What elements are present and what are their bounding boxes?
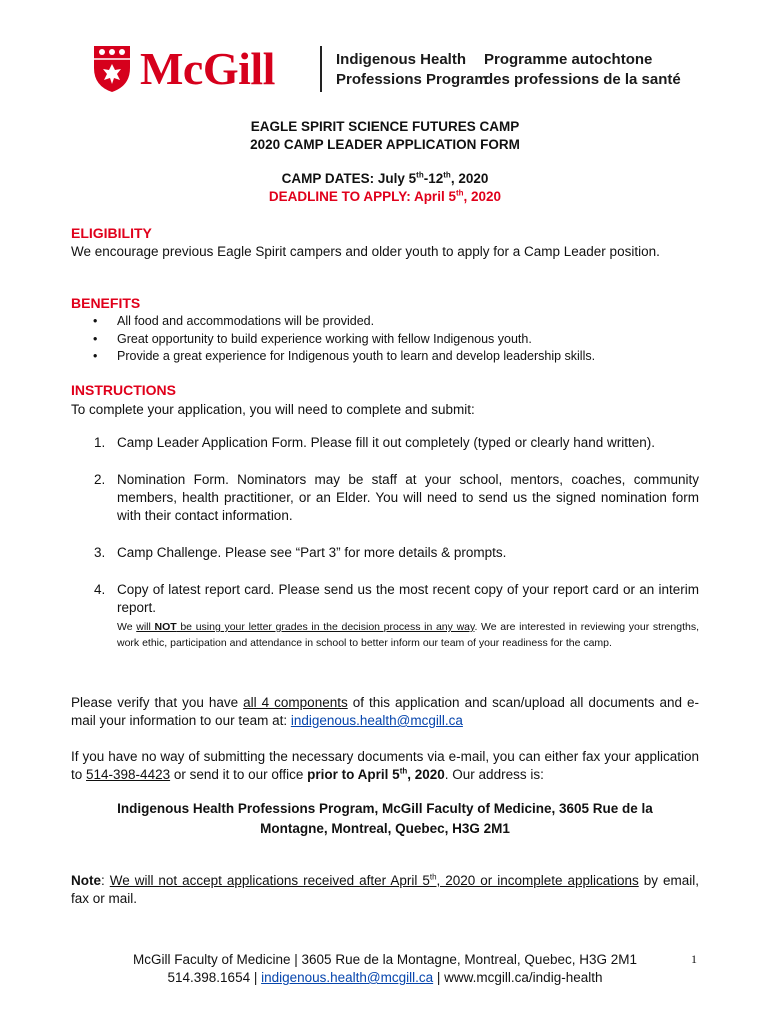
verify-paragraph: Please verify that you have all 4 components of this application and scan/upload all documents and e-mail your information to our team at: indigenous.health@mcgill.ca bbox=[71, 695, 700, 728]
list-item: • Great opportunity to build experience working with fellow Indigenous youth. bbox=[71, 331, 691, 349]
mcgill-crest-icon bbox=[92, 42, 132, 94]
note-paragraph: Note: We will not accept applications received after April 5th, 2020 or incomplete applications by email, fax or mail. bbox=[71, 872, 699, 906]
camp-dates-block bbox=[70, 170, 700, 206]
program-name-en: Indigenous Health Professions Program bbox=[336, 51, 488, 88]
title-line-1: EAGLE SPIRIT SCIENCE FUTURES CAMP bbox=[250, 119, 520, 134]
footer-email-link[interactable]: indigenous.health@mcgill.ca bbox=[261, 970, 434, 985]
document-header bbox=[92, 40, 692, 100]
office-address: Indigenous Health Professions Program, McGill Faculty of Medicine, 3605 Rue de la Montagne, Montreal, Quebec, H3G 2M1 bbox=[117, 801, 653, 836]
instructions-steps bbox=[71, 434, 699, 651]
footer-contact: 514.398.1654 | indigenous.health@mcgill.ca | www.mcgill.ca/indig-health bbox=[167, 970, 603, 985]
brand-wordmark: McGill bbox=[140, 43, 275, 94]
form-title bbox=[70, 118, 700, 154]
instructions-heading: INSTRUCTIONS bbox=[71, 382, 176, 398]
benefits-list bbox=[71, 313, 691, 366]
page-footer bbox=[70, 951, 700, 987]
benefits-heading: BENEFITS bbox=[71, 295, 141, 311]
list-item: • All food and accommodations will be provided. bbox=[71, 313, 691, 331]
report-card-note: We will NOT be using your letter grades in the decision process in any way. We are interested in reviewing your strengths, work ethic, participation and attendance in school to better inform our team of your readiness for the camp. bbox=[117, 621, 700, 649]
fax-number: 514-398-4423 bbox=[86, 767, 171, 782]
fax-paragraph: If you have no way of submitting the necessary documents via e-mail, you can either fax your application to 514-398-4423 or send it to our office prior to April 5th, 2020. Our address is: bbox=[71, 749, 699, 782]
list-item: 3. Camp Challenge. Please see “Part 3” for more details & prompts. bbox=[94, 545, 507, 560]
page-number: 1 bbox=[691, 952, 697, 966]
list-item: 4. Copy of latest report card. Please send us the most recent copy of your report card or an interim report. We will NOT be using your letter grades in the decision process in any way. We are interested in reviewing your strengths, work ethic, participation and attendance in school to better inform our team of your readiness for the camp. bbox=[94, 582, 700, 649]
list-item: 2. Nomination Form. Nominators may be staff at your school, mentors, coaches, community members, health practitioner, or an Elder. You will need to send us the signed nomination form with their contact information. bbox=[94, 472, 699, 523]
list-item: • Provide a great experience for Indigenous youth to learn and develop leadership skills. bbox=[71, 348, 691, 366]
email-link[interactable]: indigenous.health@mcgill.ca bbox=[290, 713, 463, 728]
header-divider bbox=[320, 46, 322, 92]
deadline: DEADLINE TO APPLY: April 5th, 2020 bbox=[268, 188, 502, 204]
eligibility-heading: ELIGIBILITY bbox=[71, 225, 152, 241]
footer-address: McGill Faculty of Medicine | 3605 Rue de la Montagne, Montreal, Quebec, H3G 2M1 bbox=[132, 952, 637, 967]
camp-dates: CAMP DATES: July 5th-12th, 2020 bbox=[281, 170, 489, 186]
list-item: 1. Camp Leader Application Form. Please fill it out completely (typed or clearly hand written). bbox=[94, 435, 655, 450]
instructions-intro: To complete your application, you will need to complete and submit: bbox=[71, 402, 475, 417]
eligibility-text: We encourage previous Eagle Spirit campers and older youth to apply for a Camp Leader position. bbox=[71, 244, 660, 259]
program-name-fr: Programme autochtone des professions de la santé bbox=[484, 51, 681, 88]
title-line-2: 2020 CAMP LEADER APPLICATION FORM bbox=[250, 137, 520, 152]
